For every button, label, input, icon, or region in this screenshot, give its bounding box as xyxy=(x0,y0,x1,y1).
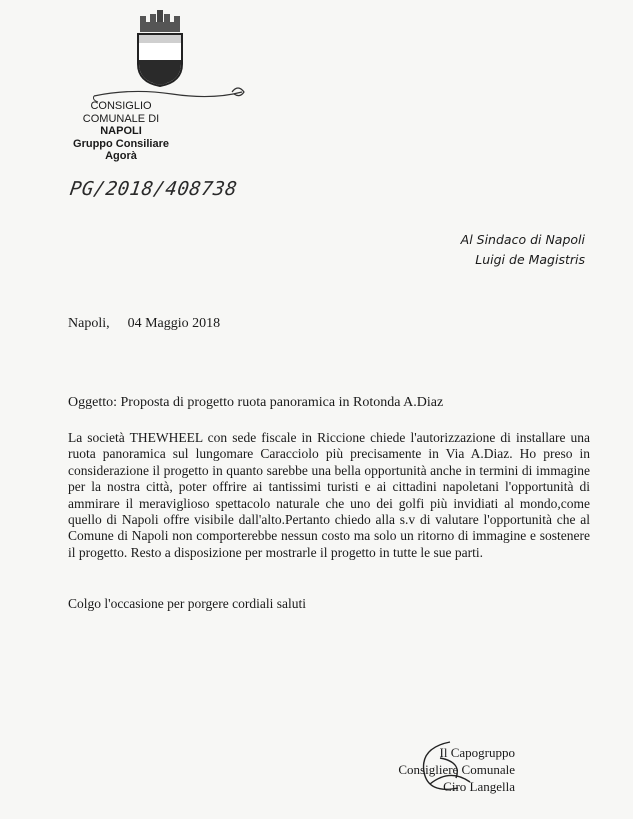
signature-role: Il Capogruppo xyxy=(439,745,515,760)
signature-title: Consigliere Comunale xyxy=(398,762,515,777)
body-paragraph: La società THEWHEEL con sede fiscale in Riccione chiede l'autorizzazione di installare una ruota panoramica sul lungomare Caracciolo più precisamente in Via A.Diaz. Ho preso in considerazione il progetto in quanto sarebbe una bella opportunità anche in termini di immagine per la nostra città, poter offrire ai tantissimi turisti e ai cittadini napoletani l'opportunità di ammirare il meraviglioso spettacolo naturale che uno dei golfi più invidiati al mondo,come quello di Napoli offre visibile dall'alto.Pertanto chiedo alla s.v di valutare l'opportunità che al Comune di Napoli non comporterebbe nessun costo ma solo un ritorno di immagine e sostenere il progetto. Resto a disposizione per mostrarle il progetto in tutte le sue parti. xyxy=(68,430,590,560)
letterhead-block xyxy=(66,100,176,163)
letterhead-group-name: Agorà xyxy=(105,150,137,162)
place-date xyxy=(68,316,220,332)
letterhead-city: NAPOLI xyxy=(100,125,142,137)
date: 04 Maggio 2018 xyxy=(127,316,221,331)
letterhead-line: COMUNALE DI xyxy=(82,112,160,125)
recipient-title: Al Sindaco di Napoli xyxy=(460,232,585,247)
signature-name: Ciro Langella xyxy=(443,779,515,794)
recipient-name: Luigi de Magistris xyxy=(475,252,585,267)
closing-line: Colgo l'occasione per porgere cordiali saluti xyxy=(68,596,306,611)
letterhead-group: Gruppo Consiliare xyxy=(73,137,169,150)
protocol-number: PG/2018/408738 xyxy=(68,178,239,200)
letterhead-line: CONSIGLIO xyxy=(90,100,152,112)
subject-line: Oggetto: Proposta di progetto ruota panoramica in Rotonda A.Diaz xyxy=(68,395,444,410)
place: Napoli, xyxy=(68,316,110,331)
recipient-block xyxy=(461,230,585,270)
city-crest-icon xyxy=(130,8,190,88)
signature-block xyxy=(398,744,515,795)
